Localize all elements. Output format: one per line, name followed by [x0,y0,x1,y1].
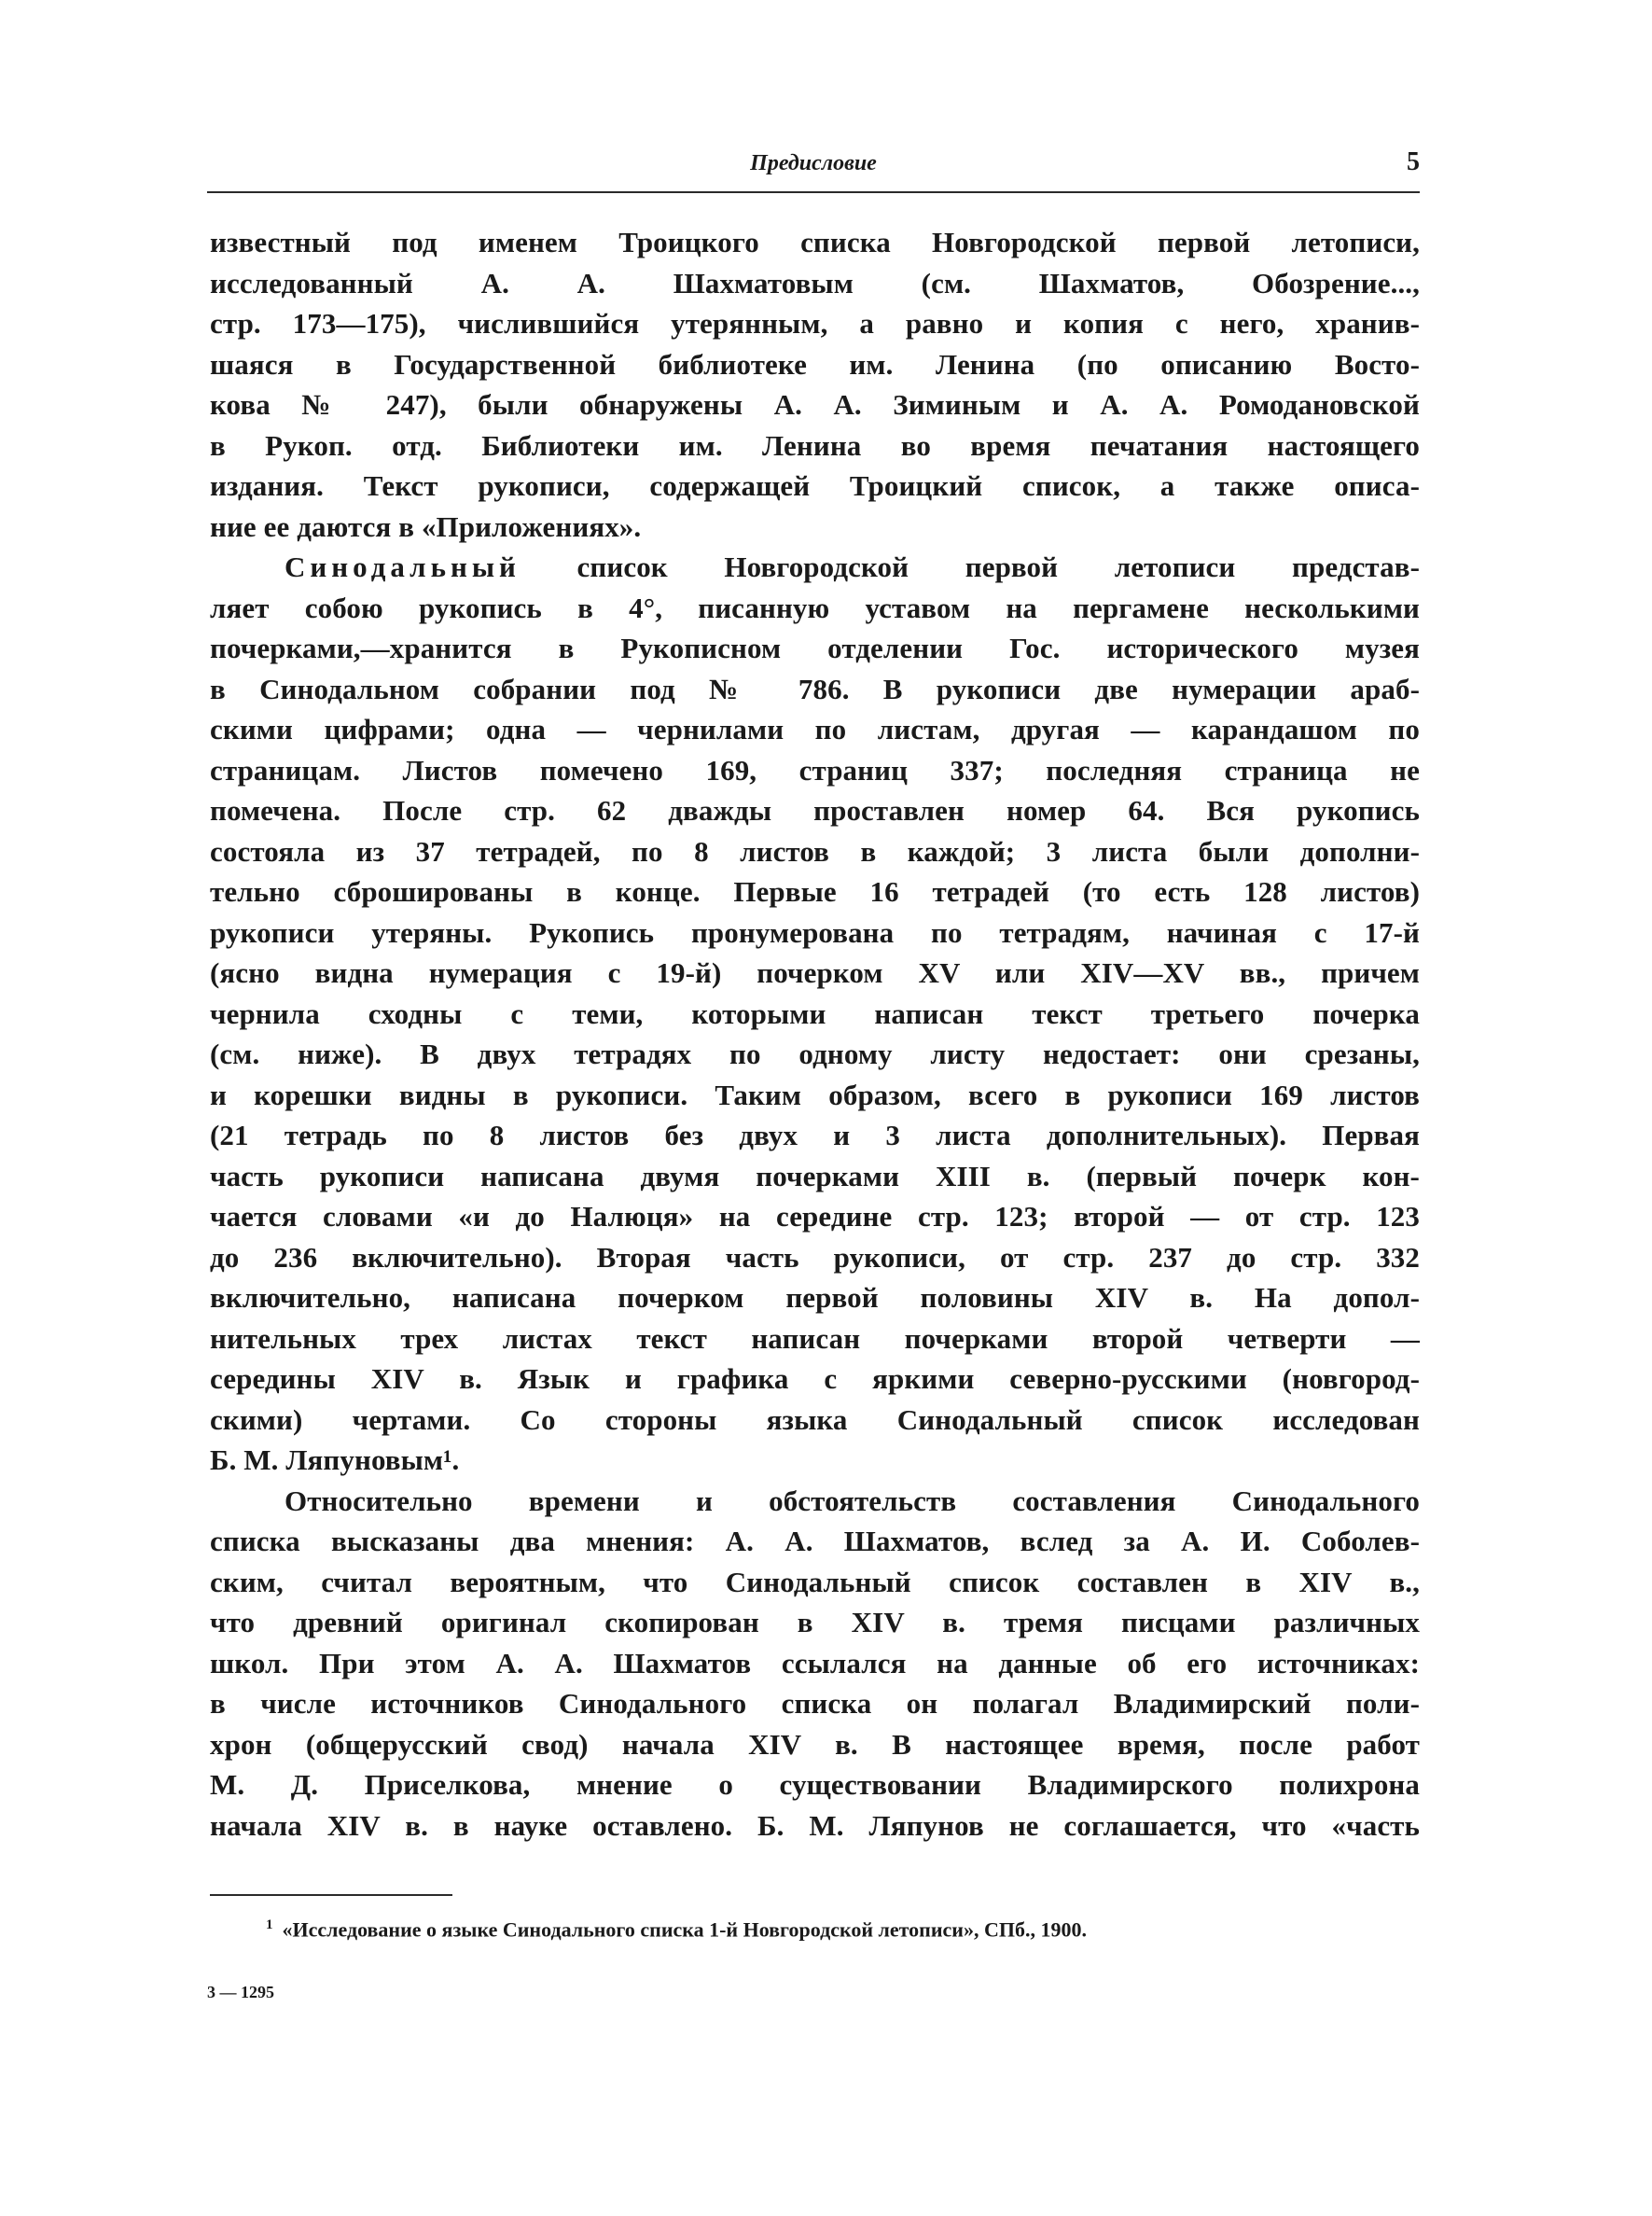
text-line: часть рукописи написана двумя почерками XIII в. (первый почерк кон- [210,1159,1420,1192]
text-line: хрон (общерусский свод) начала XIV в. В настоящее время, после работ [210,1727,1420,1761]
text-line: школ. При этом А. А. Шахматов ссылался на данные об его источниках: [210,1646,1420,1679]
emphasized-word: Синодальный [285,551,521,583]
text-line: Б. М. Ляпуновым¹. [210,1443,460,1476]
printer-signature: 3 — 1295 [207,1983,274,2001]
text-line: стр. 173—175), числившийся утерянным, а равно и копия с него, хранив- [210,307,1420,340]
footnote-marker: 1 [266,1917,273,1932]
text-line: М. Д. Приселкова, мнение о существовании Владимирского полихрона [210,1768,1420,1801]
text-line: ляет собою рукопись в 4°, писанную уставом на пергамене несколькими [210,591,1420,624]
text-line: почерками,—хранится в Рукописном отделении Гос. исторического музея [210,632,1420,664]
text-line: Синодальный список Новгородской первой летописи представ- [285,551,1420,583]
text-line: скими) чертами. Со стороны языка Синодальный список исследован [210,1402,1420,1436]
text-line: что древний оригинал скопирован в XIV в. тремя писцами различных [210,1606,1420,1638]
text-line: кова № 247), были обнаружены А. А. Зиминым и А. А. Ромодановской [210,388,1420,421]
text-line: (см. ниже). В двух тетрадях по одному листу недостает: они срезаны, [210,1038,1420,1070]
running-title: Предисловие [750,151,877,175]
body-text [210,222,1420,1846]
text-line: списка высказаны два мнения: А. А. Шахматов, вслед за А. И. Соболев- [210,1525,1420,1557]
text-line: исследованный А. А. Шахматовым (см. Шахматов, Обозрение..., [210,266,1420,300]
page-number: 5 [1407,147,1420,176]
text-line: и корешки видны в рукописи. Таким образом, всего в рукописи 169 листов [210,1078,1420,1111]
header-rule [207,191,1420,193]
text-line: известный под именем Троицкого списка Новгородской первой летописи, [210,226,1420,258]
text-line: Относительно времени и обстоятельств составления Синодального [285,1484,1420,1517]
text-line: страницам. Листов помечено 169, страниц 337; последняя страница не [210,753,1420,787]
text-line: (21 тетрадь по 8 листов без двух и 3 листа дополнительных). Первая [210,1119,1420,1151]
text-line: начала XIV в. в науке оставлено. Б. М. Ляпунов не соглашается, что «часть [210,1808,1420,1842]
text-line: до 236 включительно). Вторая часть рукописи, от стр. 237 до стр. 332 [210,1240,1420,1274]
text-line: включительно, написана почерком первой половины XIV в. На допол- [210,1281,1420,1314]
text-line: (ясно видна нумерация с 19-й) почерком XV или XIV—XV вв., причем [210,956,1420,989]
footnote [266,1917,1420,1942]
running-head [207,147,1420,185]
text-line: чернила сходны с теми, которыми написан текст третьего почерка [210,997,1420,1030]
text-line: издания. Текст рукописи, содержащей Троицкий список, а также описа- [210,469,1420,502]
text-line: середины XIV в. Язык и графика с яркими северно-русскими (новгород- [210,1362,1420,1395]
text-line: в числе источников Синодального списка он полагал Владимирский поли- [210,1687,1420,1720]
text-line: в Синодальном собрании под № 786. В рукописи две нумерации араб- [210,672,1420,705]
text-line: рукописи утеряны. Рукопись пронумерована по тетрадям, начиная с 17-й [210,915,1420,949]
footnote-text: «Исследование о языке Синодального списка 1-й Новгородской летописи», СПб., 1900. [282,1917,1087,1942]
text-line: в Рукоп. отд. Библиотеки им. Ленина во время печатания настоящего [210,428,1420,462]
text-line: состояла из 37 тетрадей, по 8 листов в каждой; 3 листа были дополни- [210,834,1420,868]
text-line: ние ее даются в «Приложениях». [210,509,642,543]
text-line: шаяся в Государственной библиотеке им. Ленина (по описанию Восто- [210,347,1420,381]
text-line: чается словами «и до Налюця» на середине стр. 123; второй — от стр. 123 [210,1200,1420,1233]
text-line: помечена. После стр. 62 дважды проставлен номер 64. Вся рукопись [210,794,1420,827]
text-line: скими цифрами; одна — чернилами по листам, другая — карандашом по [210,713,1420,746]
footnote-rule [210,1894,452,1896]
text-line: ским, считал вероятным, что Синодальный список составлен в XIV в., [210,1565,1420,1598]
text-line: тельно сброшированы в конце. Первые 16 тетрадей (то есть 128 листов) [210,875,1420,908]
text-line: нительных трех листах текст написан почерками второй четверти — [210,1321,1420,1355]
